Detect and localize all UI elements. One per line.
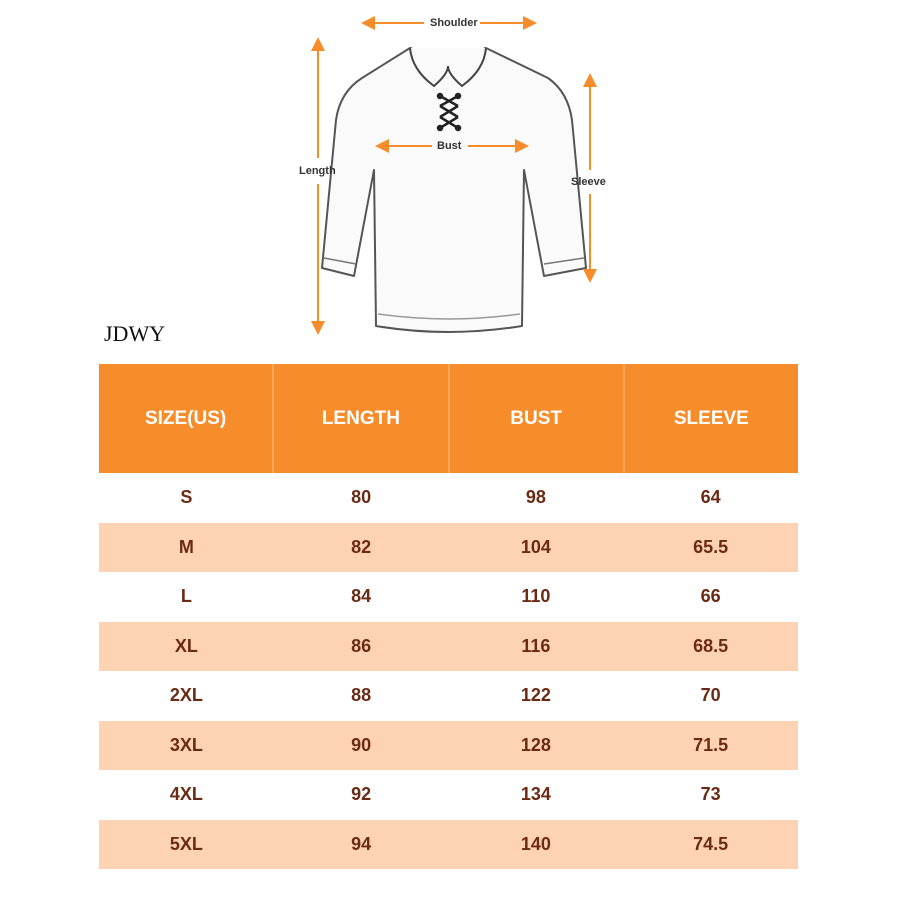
brand-name: JDWY bbox=[104, 321, 166, 346]
cell-length: 94 bbox=[351, 833, 372, 854]
cell-bust: 140 bbox=[520, 833, 551, 854]
cell-sleeve: 74.5 bbox=[693, 833, 729, 854]
bust-label: Bust bbox=[437, 140, 462, 152]
shirt-body bbox=[322, 48, 586, 332]
cell-sleeve: 73 bbox=[700, 784, 721, 805]
cell-size: 3XL bbox=[169, 734, 203, 755]
cell-bust: 128 bbox=[520, 734, 551, 755]
cell-bust: 116 bbox=[521, 635, 551, 656]
table-row bbox=[99, 770, 798, 820]
cell-length: 80 bbox=[351, 487, 372, 508]
cell-size: 2XL bbox=[169, 685, 203, 706]
header-size: SIZE(US) bbox=[99, 364, 274, 473]
cell-bust: 104 bbox=[520, 536, 551, 557]
cell-bust: 134 bbox=[520, 784, 551, 805]
table-row bbox=[99, 572, 798, 622]
cell-size: 5XL bbox=[169, 833, 203, 854]
table-row bbox=[99, 622, 798, 672]
header-sleeve: SLEEVE bbox=[673, 407, 749, 429]
shoulder-label: Shoulder bbox=[430, 17, 478, 29]
cell-length: 84 bbox=[351, 586, 372, 607]
table-row bbox=[99, 721, 798, 771]
cell-length: 88 bbox=[351, 685, 372, 706]
cell-length: 86 bbox=[351, 635, 372, 656]
cell-sleeve: 71.5 bbox=[693, 734, 729, 755]
length-label: Length bbox=[299, 165, 336, 177]
cell-sleeve: 68.5 bbox=[693, 635, 729, 656]
table-header bbox=[99, 364, 798, 473]
cell-sleeve: 64 bbox=[700, 487, 721, 508]
size-diagram bbox=[0, 0, 900, 340]
cell-size: M bbox=[178, 536, 194, 557]
cell-size: S bbox=[180, 487, 193, 508]
header-bust: BUST bbox=[450, 364, 625, 473]
cell-length: 82 bbox=[351, 536, 372, 557]
header-length: LENGTH bbox=[274, 364, 449, 473]
cell-bust: 98 bbox=[525, 487, 546, 508]
cell-size: 4XL bbox=[169, 784, 203, 805]
table-row bbox=[99, 820, 798, 870]
cell-length: 90 bbox=[351, 734, 372, 755]
shirt-illustration bbox=[0, 0, 900, 340]
cell-size: L bbox=[180, 586, 192, 607]
cell-sleeve: 66 bbox=[700, 586, 721, 607]
table-row bbox=[99, 473, 798, 523]
sleeve-label: Sleeve bbox=[571, 176, 606, 188]
cell-bust: 110 bbox=[521, 586, 551, 607]
table-row bbox=[99, 523, 798, 573]
cell-sleeve: 70 bbox=[700, 685, 721, 706]
size-table bbox=[99, 364, 798, 869]
cell-bust: 122 bbox=[520, 685, 551, 706]
table-row bbox=[99, 671, 798, 721]
cell-length: 92 bbox=[351, 784, 372, 805]
cell-size: XL bbox=[174, 635, 198, 656]
cell-sleeve: 65.5 bbox=[693, 536, 729, 557]
